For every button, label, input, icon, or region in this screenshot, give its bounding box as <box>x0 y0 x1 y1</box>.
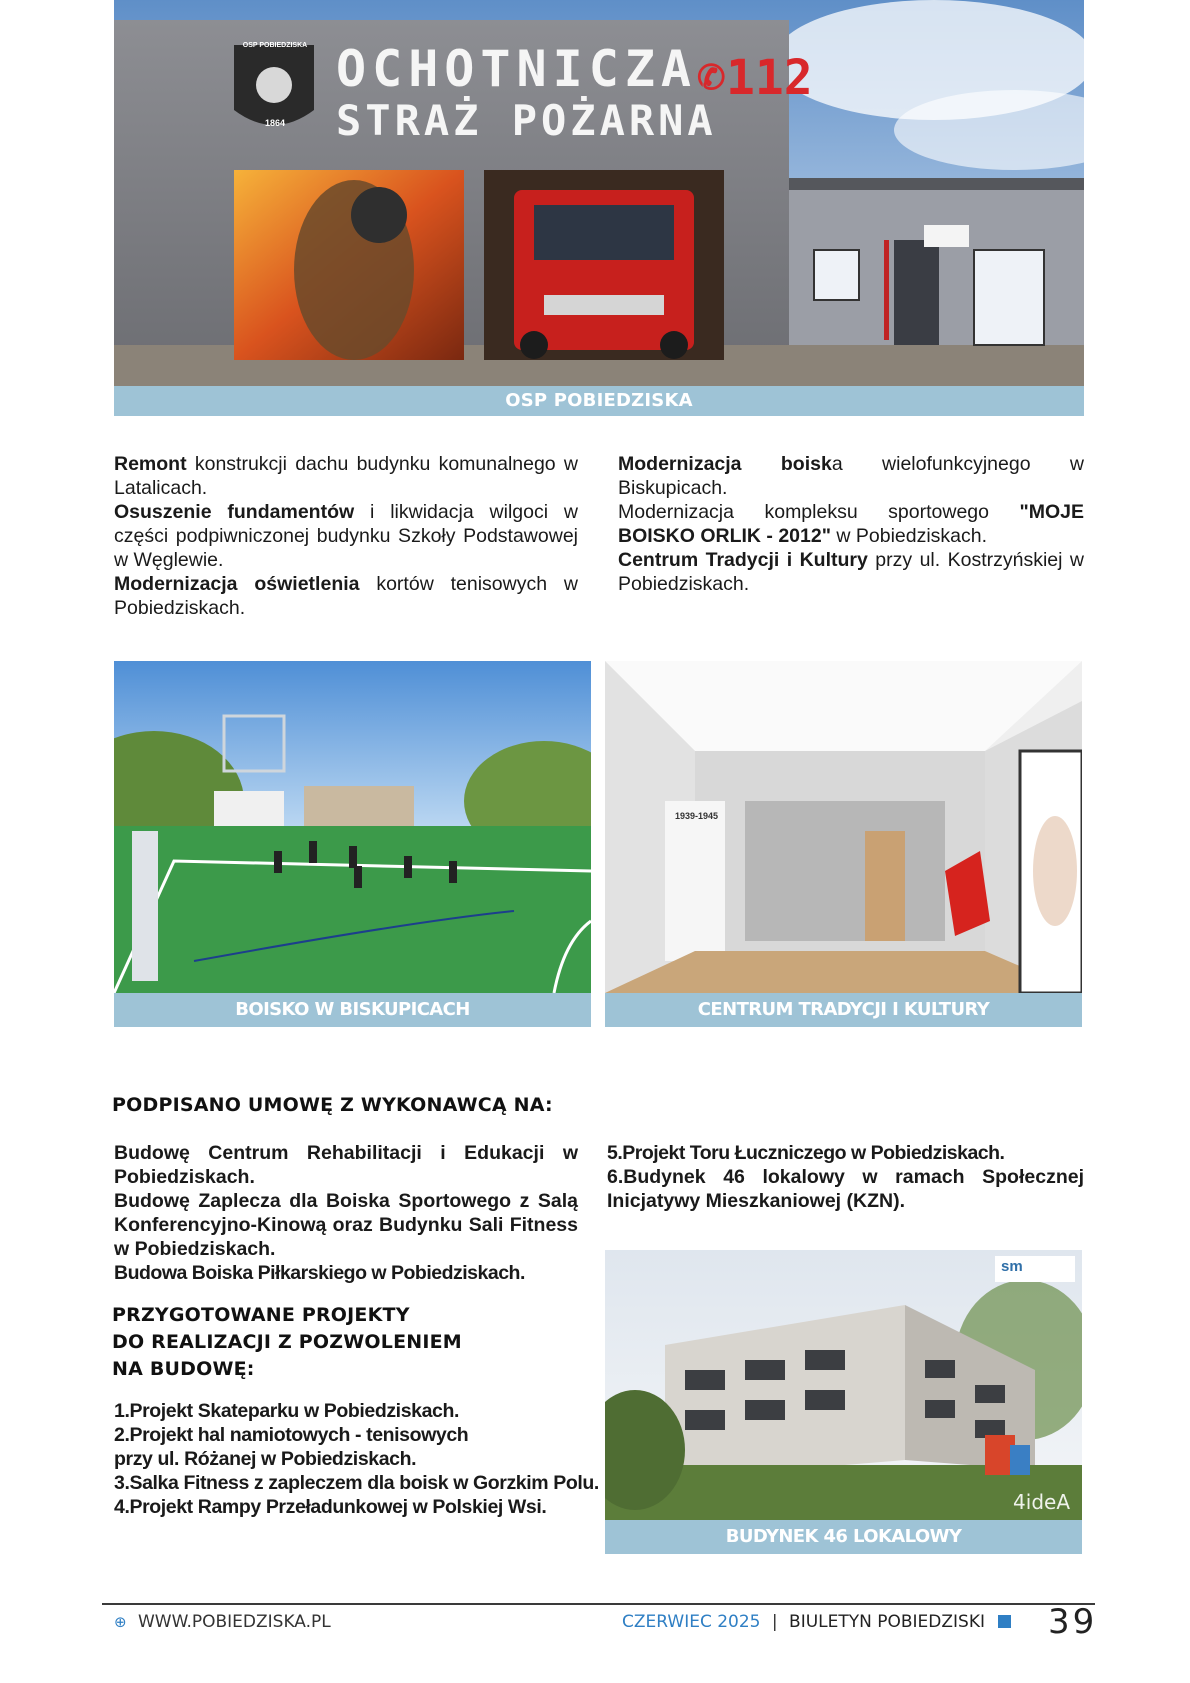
project-item-2-cont: przy ul. Różanej w Pobiedziskach. <box>114 1448 417 1470</box>
budynek-caption: BUDYNEK 46 LOKALOWY <box>605 1520 1082 1554</box>
centrum-photo <box>605 661 1082 993</box>
exhibition-room-illustration <box>605 661 1082 993</box>
project-item-1: 1.Projekt Skateparku w Pobiedziskach. <box>114 1400 460 1422</box>
intro-right-item-3: Centrum Tradycji i Kultury przy ul. Kostrzyńskiej w Pobiedziskach. <box>618 549 1084 595</box>
contract-item-3: Budowa Boiska Piłkarskiego w Pobiedziskach. <box>114 1262 525 1284</box>
osp-sign-line2: STRAŻ POŻARNA <box>336 96 717 145</box>
osp-logo-year: 1864 <box>264 118 286 128</box>
centrum-caption: CENTRUM TRADYCJI I KULTURY <box>605 993 1082 1027</box>
project-item-4: 4.Projekt Rampy Przeładunkowej w Polskiej Wsi. <box>114 1496 547 1518</box>
contract-item-1: Budowę Centrum Rehabilitacji i Edukacji w Pobiedziskach. <box>114 1142 578 1188</box>
budynek-watermark: 4ideA <box>1013 1490 1070 1514</box>
phone-icon: ✆ <box>697 59 726 97</box>
osp-logo-text: OSP POBIEDZISKA <box>242 42 308 49</box>
boisko-caption: BOISKO W BISKUPICACH <box>114 993 591 1027</box>
projects-list <box>114 1399 599 1519</box>
projects-heading-line2: DO REALIZACJI Z POZWOLENIEM <box>112 1331 462 1353</box>
projects-heading <box>112 1302 462 1383</box>
intro-left-item-1: Remont konstrukcji dachu budynku komunalnego w Latalicach. <box>114 453 578 499</box>
footer-separator: | <box>771 1612 778 1632</box>
footer-divider <box>102 1603 1095 1605</box>
contract-heading: PODPISANO UMOWĘ Z WYKONAWCĄ NA: <box>112 1094 553 1116</box>
budynek-photo <box>605 1250 1082 1520</box>
osp-photo <box>114 0 1084 386</box>
osp-sign-line1: OCHOTNICZA <box>336 40 698 98</box>
footer-website-link[interactable]: WWW.POBIEDZISKA.PL <box>137 1612 331 1632</box>
intro-right-item-2: Modernizacja kompleksu sportowego "MOJE BOISKO ORLIK - 2012" w Pobiedziskach. <box>618 501 1084 547</box>
projects-heading-line3: NA BUDOWĘ: <box>112 1358 255 1380</box>
intro-left-item-3: Modernizacja oświetlenia kortów tenisowych w Pobiedziskach. <box>114 573 578 619</box>
sports-field-illustration <box>114 661 591 993</box>
osp-caption: OSP POBIEDZISKA <box>114 386 1084 416</box>
globe-icon: ⊕ <box>114 1613 127 1631</box>
intro-right-column <box>618 452 1084 596</box>
project-item-2: 2.Projekt hal namiotowych - tenisowych <box>114 1424 469 1446</box>
project-item-3: 3.Salka Fitness z zapleczem dla boisk w Gorzkim Polu. <box>114 1472 599 1494</box>
page-number: 39 <box>1048 1602 1098 1642</box>
osp-emergency-number: 112 <box>726 50 813 106</box>
contract-item-2: Budowę Zaplecza dla Boiska Sportowego z Salą Konferencyjno-Kinową oraz Budynku Sali Fitness w Pobiedziskach. <box>114 1190 578 1260</box>
apartment-building-illustration <box>605 1250 1082 1520</box>
footer-square-icon <box>998 1615 1011 1628</box>
footer-date: CZERWIEC 2025 <box>622 1612 761 1632</box>
budynek-logo-text: sm <box>1001 1258 1023 1275</box>
centrum-wall-text: 1939-1945 <box>675 811 719 821</box>
intro-right-item-1: Modernizacja boiska wielofunkcyjnego w Biskupicach. <box>618 453 1084 499</box>
project-item-5: 5.Projekt Toru Łuczniczego w Pobiedziskach. <box>607 1142 1005 1164</box>
intro-left-item-2: Osuszenie fundamentów i likwidacja wilgoci w części podpiwniczonej budynku Szkoły Podstawowej w Węglewie. <box>114 501 578 571</box>
boisko-photo <box>114 661 591 993</box>
project-item-6: 6.Budynek 46 lokalowy w ramach Społecznej Inicjatywy Mieszkaniowej (KZN). <box>607 1166 1084 1212</box>
intro-left-column <box>114 452 578 620</box>
footer-publication: BIULETYN POBIEDZISKI <box>789 1612 986 1632</box>
projects-list-right <box>607 1141 1084 1213</box>
footer-issue <box>622 1612 1011 1632</box>
footer-website-group <box>114 1612 331 1632</box>
contract-list <box>114 1141 578 1285</box>
projects-heading-line1: PRZYGOTOWANE PROJEKTY <box>112 1304 410 1326</box>
